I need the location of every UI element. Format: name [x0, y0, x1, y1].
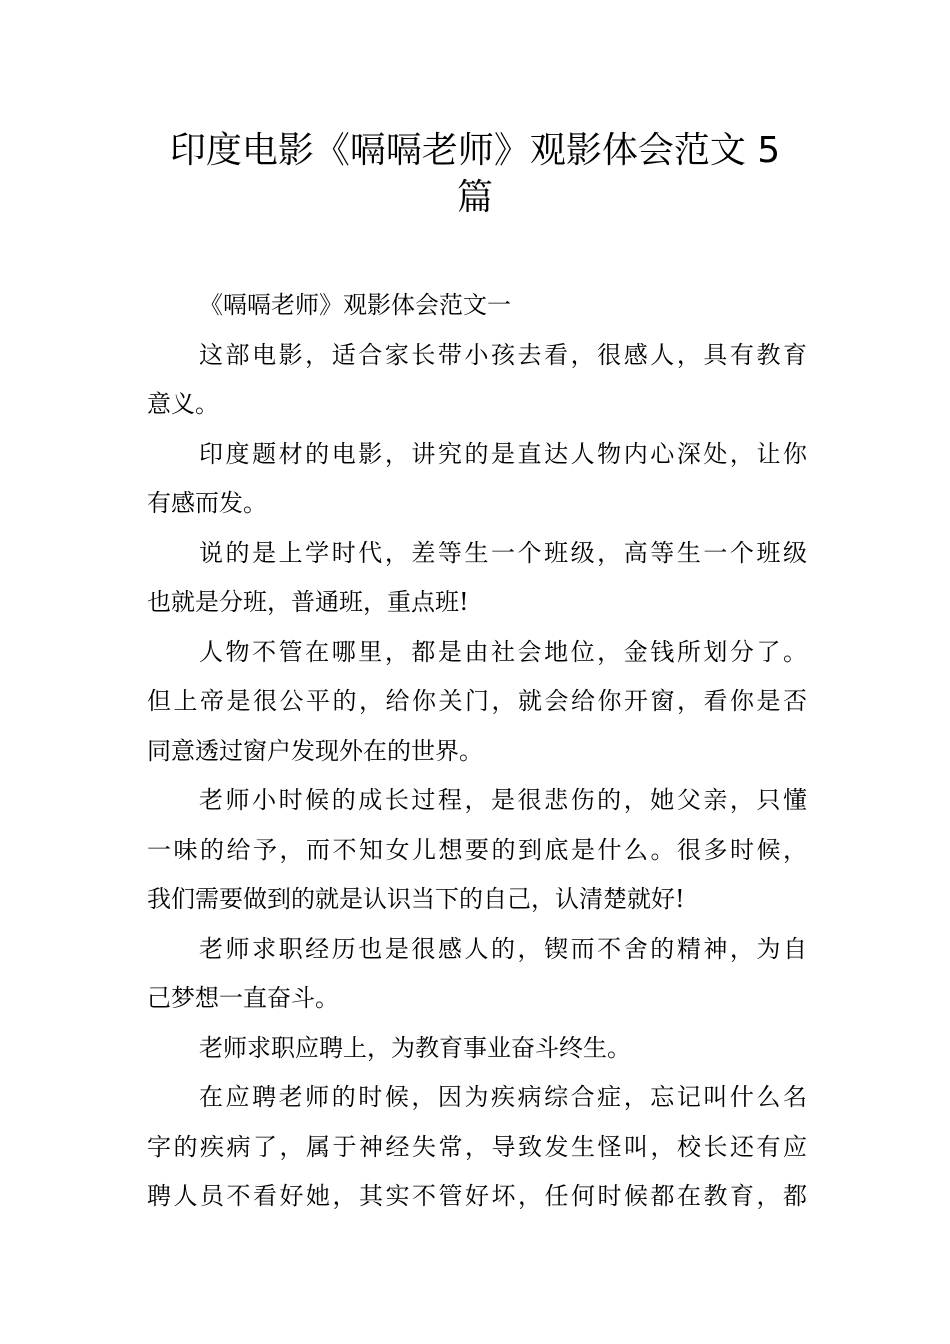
document-body [147, 281, 807, 1222]
body-line: 己梦想一直奋斗。 [147, 984, 339, 1012]
body-line: 有感而发。 [147, 489, 267, 517]
body-line: 人物不管在哪里，都是由社会地位，金钱所划分了。 [199, 637, 807, 666]
document-title-line-1: 印度电影《嗝嗝老师》观影体会范文 5 [169, 130, 781, 171]
body-line: 聘人员不看好她，其实不管好坏，任何时候都在教育，都 [147, 1182, 807, 1210]
body-line: 意义。 [147, 390, 219, 418]
body-line: 老师求职经历也是很感人的，锲而不舍的精神，为自 [199, 934, 807, 963]
body-line: 在应聘老师的时候，因为疾病综合症，忘记叫什么名 [199, 1083, 807, 1111]
body-line: 我们需要做到的就是认识当下的自己，认清楚就好! [147, 885, 685, 913]
document-title-line-2: 篇 [456, 177, 493, 218]
body-line: 老师求职应聘上，为教育事业奋斗终生。 [199, 1033, 631, 1062]
body-line: 字的疾病了，属于神经失常，导致发生怪叫，校长还有应 [147, 1132, 807, 1161]
body-line: 说的是上学时代，差等生一个班级，高等生一个班级 [199, 538, 807, 567]
body-line: 这部电影，适合家长带小孩去看，很感人，具有教育 [199, 340, 807, 369]
body-line: 印度题材的电影，讲究的是直达人物内心深处，让你 [199, 439, 807, 468]
body-line: 同意透过窗户发现外在的世界。 [147, 736, 483, 765]
body-line: 一味的给予，而不知女儿想要的到底是什么。很多时候， [147, 835, 807, 864]
body-line: 《嗝嗝老师》观影体会范文一 [199, 291, 511, 319]
body-line: 也就是分班，普通班，重点班! [147, 588, 469, 616]
body-line: 但上帝是很公平的，给你关门，就会给你开窗，看你是否 [147, 687, 807, 715]
body-line: 老师小时候的成长过程，是很悲伤的，她父亲，只懂 [199, 786, 807, 814]
